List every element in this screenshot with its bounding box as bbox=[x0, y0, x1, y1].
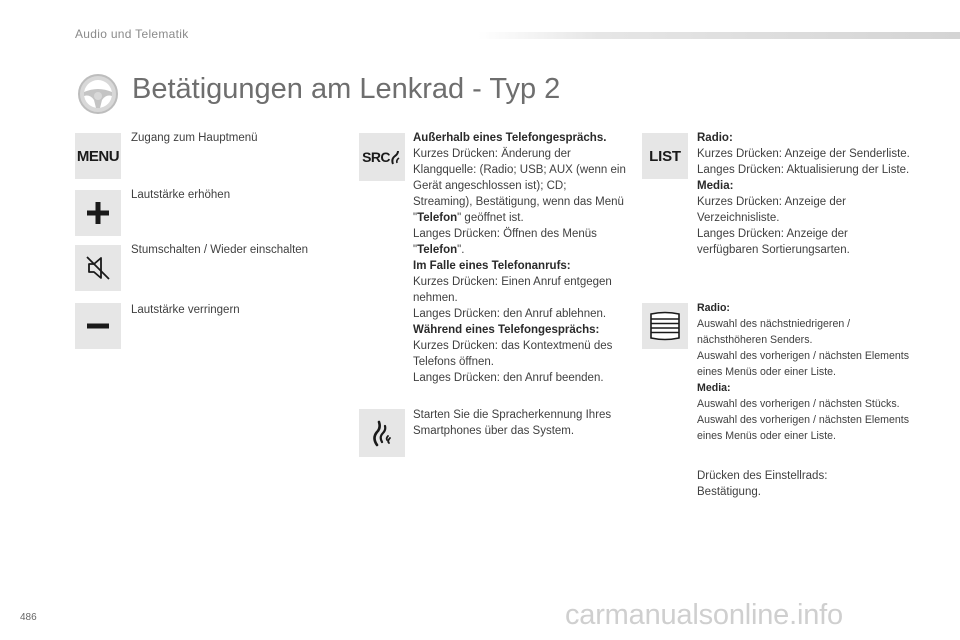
volume-down-description: Lautstärke verringern bbox=[131, 304, 240, 316]
wheel-heading-radio: Radio: bbox=[697, 302, 730, 314]
list-long-press-media: Langes Drücken: Anzeige der verfügbaren Sortierungsarten. bbox=[697, 228, 850, 256]
list-long-press-radio: Langes Drücken: Aktualisierung der Liste. bbox=[697, 164, 910, 176]
plus-icon bbox=[75, 190, 121, 236]
list-short-press-radio: Kurzes Drücken: Anzeige der Senderliste. bbox=[697, 148, 910, 160]
wheel-radio-stations: Auswahl des nächstniedrigeren / nächsthöheren Senders. bbox=[697, 318, 851, 346]
section-header: Audio und Telematik bbox=[75, 27, 189, 41]
menu-button-icon bbox=[75, 133, 121, 179]
list-description bbox=[697, 130, 912, 258]
voice-command-icon bbox=[359, 409, 405, 457]
src-label: SRC bbox=[362, 149, 390, 165]
watermark: carmanualsonline.info bbox=[565, 599, 843, 631]
menu-description: Zugang zum Hauptmenü bbox=[131, 132, 258, 144]
wheel-heading-media: Media: bbox=[697, 382, 731, 394]
src-long-press-incoming: Langes Drücken: den Anruf ablehnen. bbox=[413, 308, 607, 320]
mute-description: Stumschalten / Wieder einschalten bbox=[131, 244, 309, 256]
src-button-icon bbox=[359, 133, 405, 181]
src-description bbox=[413, 130, 628, 386]
header-bar bbox=[478, 32, 960, 39]
page-number: 486 bbox=[20, 612, 37, 623]
src-heading-outside-call: Außerhalb eines Telefongesprächs. bbox=[413, 132, 607, 144]
voice-description: Starten Sie die Spracherkennung Ihres Smartphones über das System. bbox=[413, 409, 612, 437]
src-heading-incoming-call: Im Falle eines Telefonanrufs: bbox=[413, 260, 571, 272]
src-heading-during-call: Während eines Telefongesprächs: bbox=[413, 324, 600, 336]
list-heading-radio: Radio: bbox=[697, 132, 733, 144]
menu-label: MENU bbox=[76, 147, 120, 165]
thumbwheel-icon bbox=[642, 303, 688, 349]
list-heading-media: Media: bbox=[697, 180, 734, 192]
page-title: Betätigungen am Lenkrad - Typ 2 bbox=[132, 73, 561, 105]
src-short-press-incoming: Kurzes Drücken: Einen Anruf entgegen nehmen. bbox=[413, 276, 612, 304]
volume-up-description: Lautstärke erhöhen bbox=[131, 189, 231, 201]
wheel-radio-menu: Auswahl des vorherigen / nächsten Elements eines Menüs oder einer Liste. bbox=[697, 350, 909, 378]
list-label: LIST bbox=[649, 147, 681, 165]
wheel-media-menu: Auswahl des vorherigen / nächsten Elements eines Menüs oder einer Liste. bbox=[697, 414, 909, 442]
mute-icon bbox=[75, 245, 121, 291]
voice-command-icon bbox=[390, 149, 402, 165]
thumbwheel-description bbox=[697, 300, 912, 444]
steering-wheel-icon bbox=[76, 72, 120, 116]
wheel-media-tracks: Auswahl des vorherigen / nächsten Stücks. bbox=[697, 398, 900, 410]
src-short-press-during: Kurzes Drücken: das Kontextmenü des Telefons öffnen. bbox=[413, 340, 613, 368]
list-button-icon bbox=[642, 133, 688, 179]
thumbwheel-press-description: Drücken des Einstellrads: Bestätigung. bbox=[697, 470, 828, 498]
src-short-press-outside: Kurzes Drücken: Änderung der Klangquelle: (Radio; USB; AUX (wenn ein Gerät angeschlossen ist); CD; Streaming), Bestätigung, wenn das Menü "Telefon" geöffnet ist. bbox=[413, 148, 626, 224]
minus-icon bbox=[75, 303, 121, 349]
src-long-press-outside: Langes Drücken: Öffnen des Menüs "Telefon". bbox=[413, 228, 597, 256]
src-long-press-during: Langes Drücken: den Anruf beenden. bbox=[413, 372, 604, 384]
list-short-press-media: Kurzes Drücken: Anzeige der Verzeichnisliste. bbox=[697, 196, 846, 224]
